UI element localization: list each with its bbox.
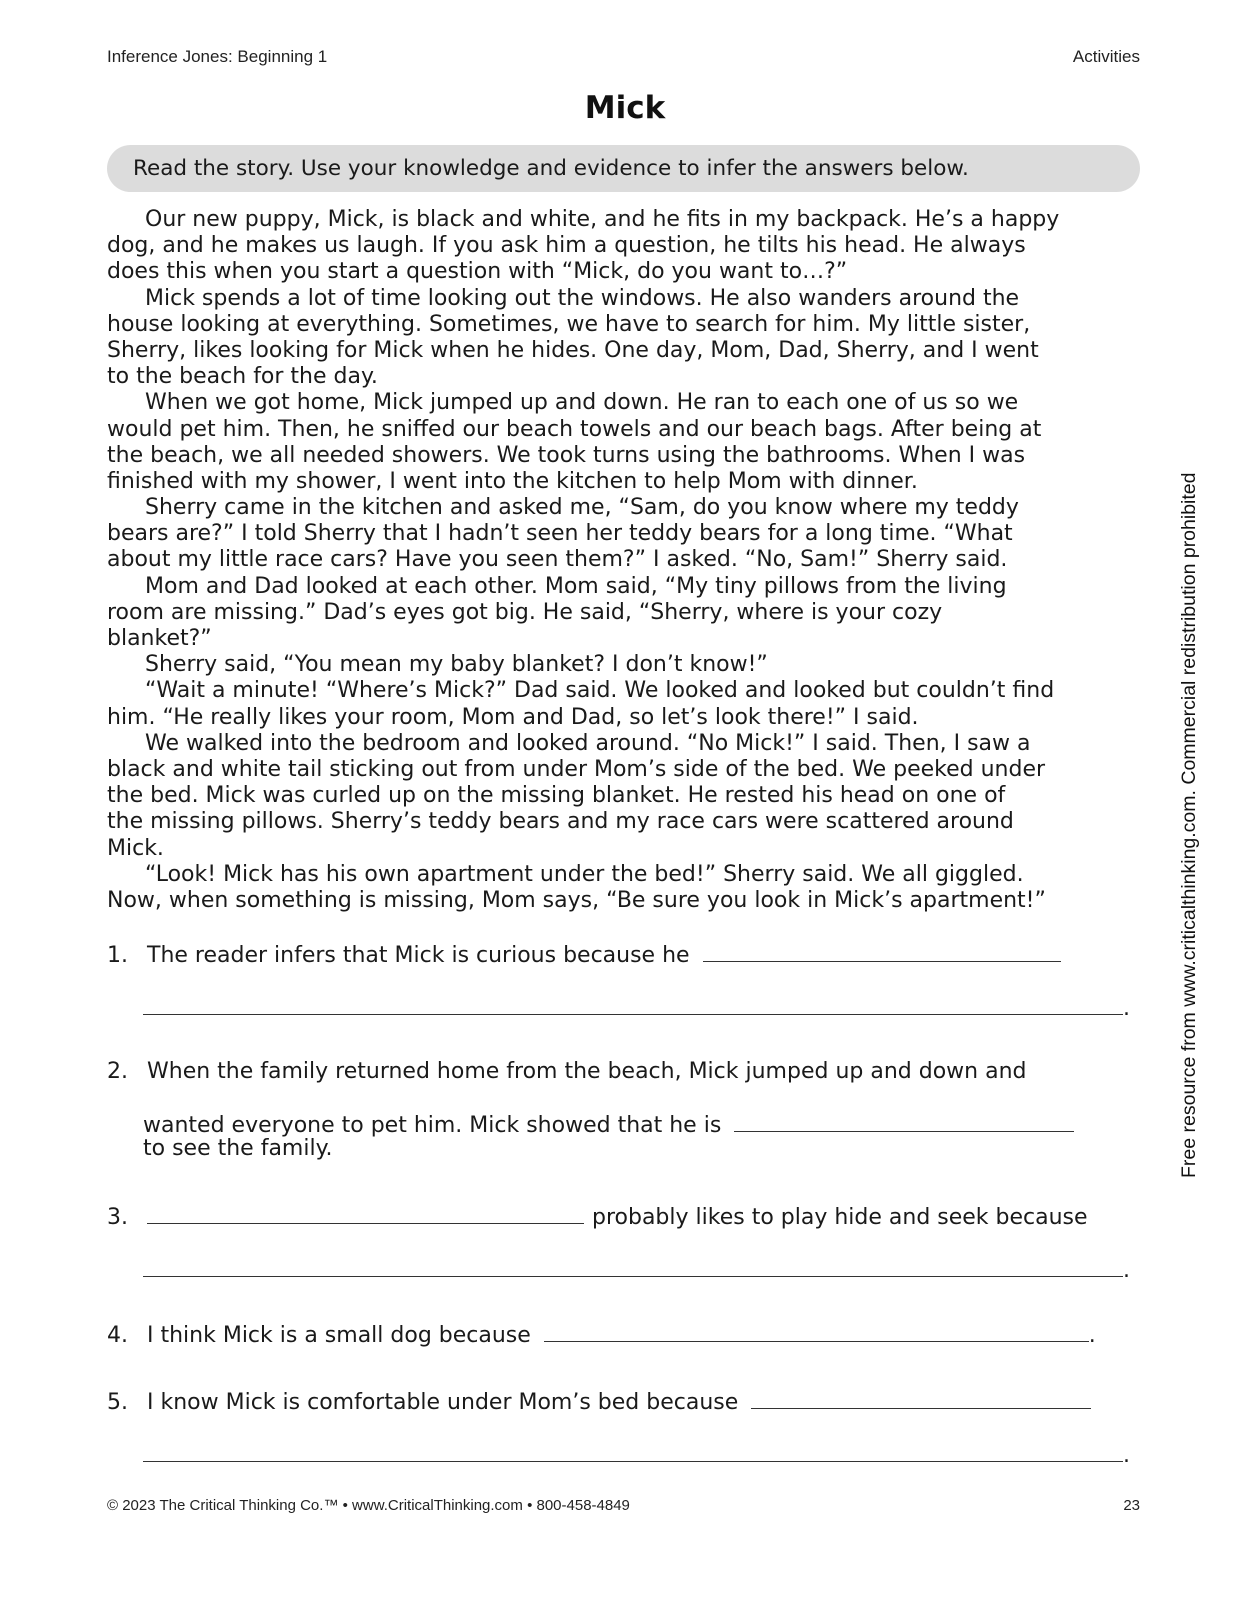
period: . xyxy=(1088,1323,1096,1348)
story-line: blanket?” xyxy=(107,626,212,651)
side-copyright-note: Free resource from www.criticalthinking.com. Commercial redistribution prohibited xyxy=(1178,472,1200,1178)
question-1-line-2 xyxy=(143,994,1130,1022)
story-line: dog, and he makes us laugh. If you ask him a question, he tilts his head. He always xyxy=(107,233,1026,259)
story-line: about my little race cars? Have you seen them?” I asked. “No, Sam!” Sherry said. xyxy=(107,547,1008,573)
question-number: 2. xyxy=(107,1059,128,1084)
header-book-title: Inference Jones: Beginning 1 xyxy=(107,47,328,66)
question-3-line-2 xyxy=(143,1256,1130,1284)
story-line: Mom and Dad looked at each other. Mom said, “My tiny pillows from the living xyxy=(145,573,1007,599)
story-line: the bed. Mick was curled up on the missing blanket. He rested his head on one of xyxy=(107,783,1006,809)
story-line: room are missing.” Dad’s eyes got big. He said, “Sherry, where is your cozy xyxy=(107,599,943,625)
question-5-line-2 xyxy=(143,1441,1130,1469)
story-line: Our new puppy, Mick, is black and white, and he fits in my backpack. He’s a happy xyxy=(145,207,1060,232)
story-text xyxy=(107,207,1142,914)
page-title: Mick xyxy=(584,90,666,126)
story-line: Mick spends a lot of time looking out the windows. He also wanders around the xyxy=(145,285,1020,311)
story-line: him. “He really likes your room, Mom and Dad, so let’s look there!” I said. xyxy=(107,704,919,730)
story-line: does this when you start a question with “Mick, do you want to…?” xyxy=(107,259,848,285)
story-line: Sherry, likes looking for Mick when he hides. One day, Mom, Dad, Sherry, and I went xyxy=(107,337,1039,363)
period: . xyxy=(1123,1443,1130,1468)
question-1 xyxy=(107,941,1061,969)
answer-blank[interactable] xyxy=(147,1203,584,1224)
footer-copyright: © 2023 The Critical Thinking Co.™ • www.CriticalThinking.com • 800-458-4849 xyxy=(107,1497,630,1514)
question-text: When the family returned home from the beach, Mick jumped up and down and xyxy=(147,1059,1027,1084)
story-line: the missing pillows. Sherry’s teddy bears and my race cars were scattered around xyxy=(107,809,1014,835)
story-line: “Look! Mick has his own apartment under the bed!” Sherry said. We all giggled. xyxy=(145,861,1024,887)
question-5 xyxy=(107,1388,1091,1416)
answer-blank[interactable] xyxy=(143,1441,1123,1462)
story-line: Mick. xyxy=(107,835,164,861)
question-number: 4. xyxy=(107,1323,128,1348)
header-section: Activities xyxy=(1072,47,1140,66)
story-line: finished with my shower, I went into the kitchen to help Mom with dinner. xyxy=(107,468,918,494)
story-line: the beach, we all needed showers. We took turns using the bathrooms. When I was xyxy=(107,442,1026,468)
question-text: The reader infers that Mick is curious because he xyxy=(147,943,690,968)
question-3 xyxy=(107,1203,1088,1231)
question-2-line-2 xyxy=(143,1111,1074,1139)
instructions-banner: Read the story. Use your knowledge and evidence to infer the answers below. xyxy=(107,145,1140,192)
answer-blank[interactable] xyxy=(143,1256,1123,1277)
story-line: “Wait a minute! “Where’s Mick?” Dad said. We looked and looked but couldn’t find xyxy=(145,678,1055,704)
story-line: We walked into the bedroom and looked around. “No Mick!” I said. Then, I saw a xyxy=(145,730,1031,756)
question-2-line-3: to see the family. xyxy=(143,1136,333,1161)
period: . xyxy=(1123,996,1130,1021)
story-line: Sherry came in the kitchen and asked me, “Sam, do you know where my teddy xyxy=(145,495,1019,521)
question-2 xyxy=(107,1059,1026,1085)
answer-blank[interactable] xyxy=(703,941,1061,962)
question-number: 1. xyxy=(107,943,128,968)
period: . xyxy=(1123,1258,1130,1283)
question-text: probably likes to play hide and seek because xyxy=(592,1205,1088,1230)
answer-blank[interactable] xyxy=(143,994,1123,1015)
story-line: black and white tail sticking out from under Mom’s side of the bed. We peeked under xyxy=(107,756,1046,782)
story-line: Sherry said, “You mean my baby blanket? I don’t know!” xyxy=(145,652,768,678)
question-text: I know Mick is comfortable under Mom’s bed because xyxy=(147,1390,739,1415)
question-4 xyxy=(107,1321,1096,1349)
question-text-continued: wanted everyone to pet him. Mick showed that he is xyxy=(143,1113,722,1138)
question-text: I think Mick is a small dog because xyxy=(147,1323,531,1348)
question-number: 3. xyxy=(107,1205,128,1230)
answer-blank[interactable] xyxy=(544,1321,1089,1342)
story-line: to the beach for the day. xyxy=(107,364,378,390)
answer-blank[interactable] xyxy=(734,1111,1074,1132)
page-number: 23 xyxy=(1123,1497,1140,1514)
story-line: would pet him. Then, he sniffed our beach towels and our beach bags. After being at xyxy=(107,416,1042,442)
story-line: When we got home, Mick jumped up and down. He ran to each one of us so we xyxy=(145,390,1019,416)
story-line: bears are?” I told Sherry that I hadn’t seen her teddy bears for a long time. “What xyxy=(107,521,1013,547)
answer-blank[interactable] xyxy=(751,1388,1091,1409)
story-line: Now, when something is missing, Mom says, “Be sure you look in Mick’s apartment!” xyxy=(107,887,1046,913)
question-number: 5. xyxy=(107,1390,128,1415)
story-line: house looking at everything. Sometimes, we have to search for him. My little sister, xyxy=(107,311,1031,337)
